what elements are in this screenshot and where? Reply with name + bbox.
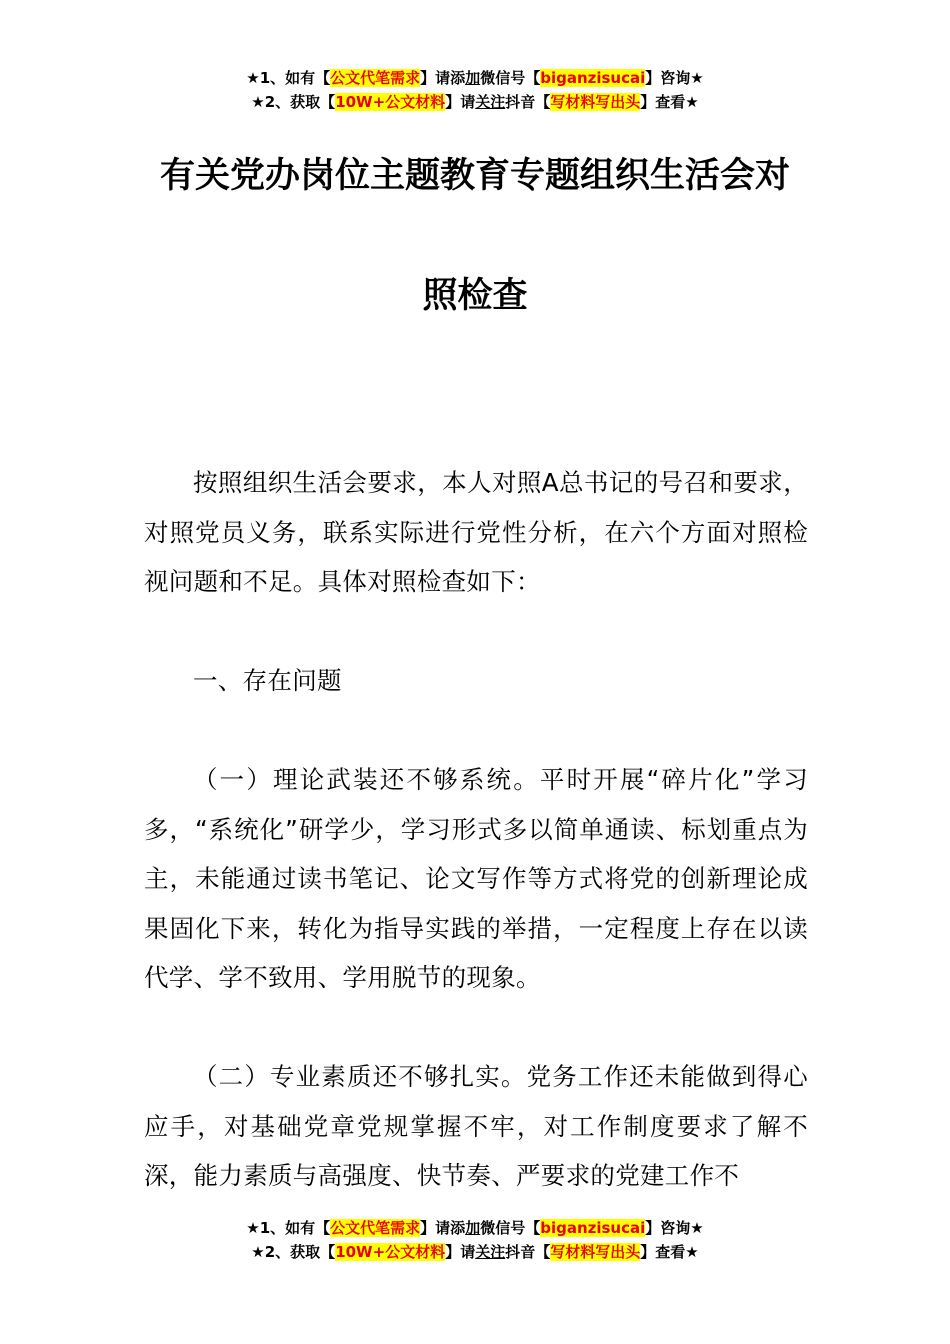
promo-line-2: ★2、获取【10W+公文材料】请关注抖音【写材料写出头】查看★ [251, 93, 699, 111]
promo-line-1: ★1、如有【公文代笔需求】请添加微信号【biganzisucai】咨询★ [246, 69, 704, 87]
highlight-douyin-account: 写材料写出头 [550, 93, 641, 111]
promo-line-1: ★1、如有【公文代笔需求】请添加微信号【biganzisucai】咨询★ [246, 1219, 704, 1237]
highlight-wechat-id: biganzisucai [540, 1219, 646, 1237]
highlight-service: 公文代笔需求 [330, 1219, 421, 1237]
highlight-wechat-id: biganzisucai [540, 69, 646, 87]
promo-banner-bottom [0, 1216, 950, 1264]
issue-paragraph-2: （二）专业素质还不够扎实。党务工作还未能做到得心应手，对基础党章党规掌握不牢，对工作制度要求了解不深，能力素质与高强度、快节奏、严要求的党建工作不 [144, 1062, 808, 1190]
promo-banner-top [0, 66, 950, 114]
highlight-douyin-account: 写材料写出头 [550, 1243, 641, 1261]
highlight-materials: 10W+公文材料 [335, 1243, 446, 1261]
issue-paragraph-1: （一）理论武装还不够系统。平时开展“碎片化”学习多，“系统化”研学少，学习形式多以简单通读、标划重点为主，未能通过读书笔记、论文写作等方式将党的创新理论成果固化下来，转化为指导实践的举措，一定程度上存在以读代学、学不致用、学用脱节的现象。 [144, 765, 808, 992]
promo-line-2: ★2、获取【10W+公文材料】请关注抖音【写材料写出头】查看★ [251, 1243, 699, 1261]
section-heading: 一、存在问题 [193, 666, 342, 695]
intro-paragraph: 按照组织生活会要求，本人对照A总书记的号召和要求，对照党员义务，联系实际进行党性分析，在六个方面对照检视问题和不足。具体对照检查如下： [144, 468, 808, 596]
highlight-service: 公文代笔需求 [330, 69, 421, 87]
document-title-line-1: 有关党办岗位主题教育专题组织生活会对 [159, 156, 790, 196]
highlight-materials: 10W+公文材料 [335, 93, 446, 111]
document-title-line-2: 照检查 [422, 276, 528, 316]
